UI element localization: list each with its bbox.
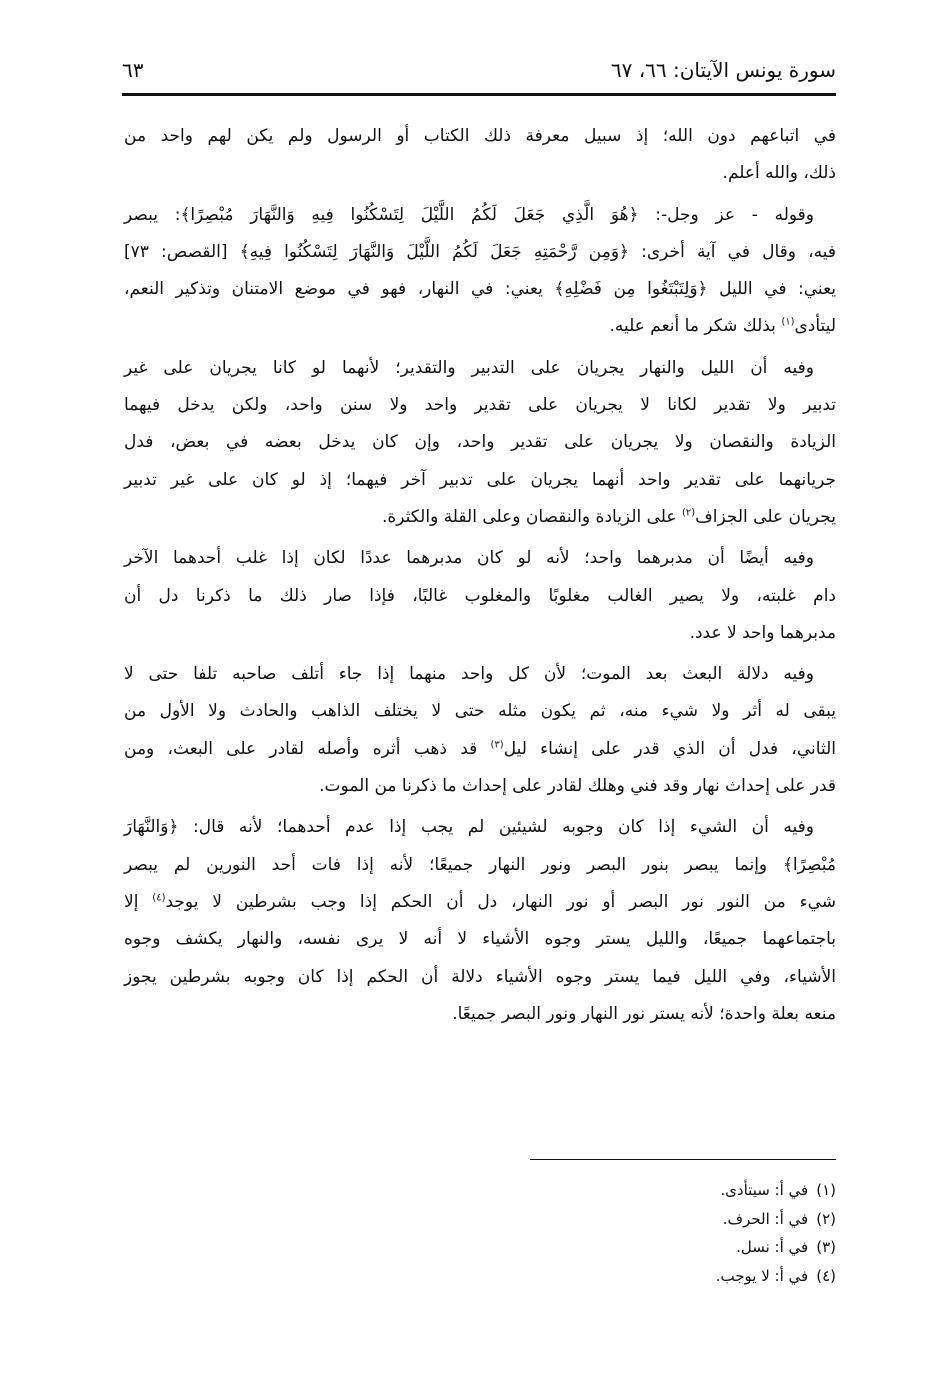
page-number: ٦٣ — [122, 58, 144, 82]
text-line — [124, 499, 836, 536]
footnote — [716, 1233, 836, 1262]
footnotes — [716, 1176, 836, 1290]
text-line: قدر على إحداث نهار وقد فني وهلك لقادر على إحداث ما ذكرنا من الموت. — [319, 776, 836, 797]
text-line: باجتماعهما جميعًا، والليل يستر وجوه الأشياء لا أنه لا يرى نفسه، والنهار يكشف وجوه — [124, 929, 836, 950]
footnote-number: (٣) — [816, 1238, 836, 1256]
text-line — [124, 884, 836, 921]
text-line: منعه بعلة واحدة؛ لأنه يستر نور النهار ونور البصر جميعًا. — [452, 1003, 836, 1024]
text-segment: إلا — [124, 891, 153, 912]
footnote — [716, 1205, 836, 1234]
text-line: يبقى له أثر ولا شيء منه، ثم يكون مثله حتى لا يختلف الذاهب والحادث ولا الأول من — [124, 701, 836, 722]
footnote-number: (٢) — [816, 1209, 836, 1228]
text-segment: على الزيادة والنقصان وعلى القلة والكثرة. — [381, 506, 682, 527]
main-text — [124, 118, 836, 1033]
footnote-reference[interactable]: (٢) — [681, 507, 696, 519]
chapter-title: سورة يونس الآيتان: ٦٦، ٦٧ — [610, 58, 836, 82]
footnote-text: في أ: لا يوجب. — [715, 1266, 809, 1285]
text-line: ذلك، والله أعلم. — [722, 163, 836, 184]
footnote-text: في أ: سيتأدى. — [720, 1181, 809, 1199]
text-segment: بذلك شكر ما أنعم عليه. — [609, 316, 782, 337]
text-line: مدبرهما واحد لا عدد. — [689, 622, 836, 643]
text-segment: شيء من النور نور البصر أو نور النهار، دل أن الحكم إذا وجب بشرطين لا يوجد — [165, 891, 836, 912]
footnote-text: في أ: الحرف. — [722, 1209, 809, 1228]
running-header — [122, 56, 836, 92]
text-line: وفيه دلالة البعث بعد الموت؛ لأن كل واحد منهما إذا جاء أتلف صاحبه تلفا حتى لا — [124, 664, 814, 685]
footnote-reference[interactable]: (٣) — [490, 739, 504, 751]
footnote-reference[interactable]: (٤) — [152, 892, 166, 904]
footnote — [716, 1176, 836, 1205]
footnote-number: (١) — [816, 1181, 836, 1199]
text-line: وفيه أن الشيء إذا كان وجوبه لشيئين لم يجب إذا عدم أحدهما؛ لأنه قال: ﴿وَالنَّهَارَ — [124, 817, 814, 838]
text-line — [124, 731, 836, 768]
footnote-divider — [530, 1159, 836, 1160]
header-divider — [122, 93, 836, 96]
text-segment: ليتأدى — [794, 316, 836, 337]
text-line: يعني: في الليل ﴿وَلِتَبْتَغُوا مِن فَضْلِهِ﴾ يعني: في النهار، فهو في موضع الامتنان وتذكير النعم، — [124, 279, 836, 300]
text-segment: يجريان على الجزاف — [695, 506, 836, 527]
footnote-text: في أ: نسل. — [736, 1238, 809, 1256]
text-line: وفيه أيضًا أن مدبرهما واحد؛ لأنه لو كان مدبرهما عددًا لكان إذا غلب أحدهما الآخر — [124, 548, 814, 569]
footnote-number: (٤) — [816, 1266, 836, 1285]
footnote-reference[interactable]: (١) — [781, 316, 795, 328]
text-line: دام غلبته، ولا يصير الغالب مغلوبًا والمغلوب غالبًا، فإذا صار ذلك ما ذكرنا دل أن — [124, 585, 836, 606]
text-line — [124, 308, 836, 345]
text-segment: قد ذهب أثره وأصله لقادر على البعث، ومن — [124, 738, 491, 759]
text-line: فيه، وقال في آية أخرى: ﴿وَمِن رَّحْمَتِهِ جَعَلَ لَكُمُ اللَّيْلَ وَالنَّهَارَ لِتَسْكُنُوا فِيهِ﴾ [القصص: ٧٣] — [124, 241, 836, 262]
text-line: جريانهما على تقدير واحد أنهما يجريان على تدبير آخر فيهما؛ إذ لو كان على غير تدبير — [124, 469, 836, 490]
text-line: وفيه أن الليل والنهار يجريان على التدبير والتقدير؛ لأنهما لو كانا يجريان على غير — [124, 357, 814, 378]
text-segment: الثاني، فدل أن الذي قدر على إنشاء ليل — [503, 738, 836, 759]
text-line: في اتباعهم دون الله؛ إذ سبيل معرفة ذلك الكتاب أو الرسول ولم يكن لهم واحد من — [124, 126, 836, 146]
footnote — [716, 1262, 836, 1291]
text-line: الزيادة والنقصان ولا يجريان على تقدير واحد، وإن كان يدخل بعضه في بعض، فدل — [124, 432, 836, 453]
text-line: وقوله - عز وجل-: ﴿هُوَ الَّذِي جَعَلَ لَكُمُ اللَّيْلَ لِتَسْكُنُوا فِيهِ وَالنَّهَارَ مُبْصِرًا﴾: يبصر — [124, 204, 814, 225]
text-line: الأشياء، وفي الليل فيما يستر وجوه الأشياء دلالة أن الحكم إذا كان وجوبه بشرطين يجوز — [124, 966, 836, 987]
text-line: تدبير ولا تقدير لكانا لا يجريان على تقدير واحد ولا سنن واحد، ولكن يدخل فيهما — [124, 395, 836, 416]
text-line: مُبْصِرًا﴾ وإنما يبصر بنور البصر ونور النهار جميعًا؛ لأنه إذا فات أحد النورين لم يبصر — [124, 854, 836, 875]
